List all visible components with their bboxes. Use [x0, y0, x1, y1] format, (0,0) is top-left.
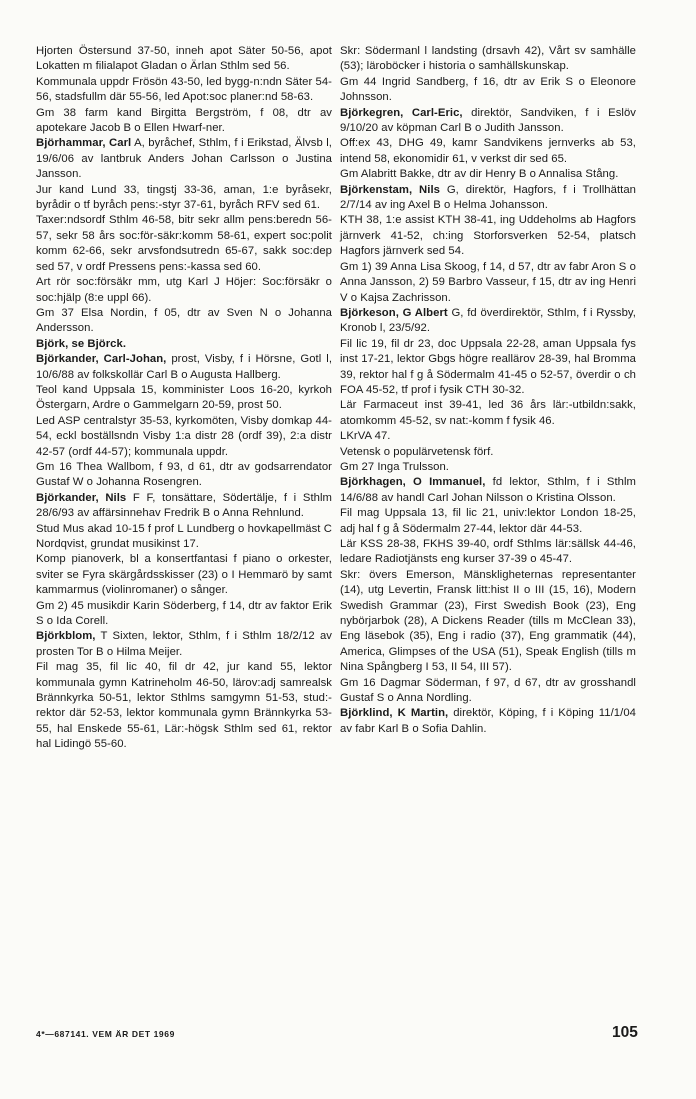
- biography-paragraph: [340, 537, 636, 568]
- biography-entry: [36, 136, 332, 182]
- entry-text: Gm 16 Thea Wallbom, f 93, d 61, dtr av godsarrendator Gustaf W o Johanna Rosengren.: [36, 460, 332, 489]
- entry-text: Jur kand Lund 33, tingstj 33-36, aman, 1:e byråsekr, byrådir o tf byråch pens:-styr 37-61, byråch RFV sed 61.: [36, 183, 332, 212]
- entry-headword: Björkeson, G Albert: [340, 306, 448, 319]
- biography-paragraph: [340, 44, 636, 75]
- entry-text: prost, Visby, f i Hörsne, Gotl l, 10/6/88 av folkskollär Carl B o Augusta Hallberg.: [36, 353, 333, 381]
- entry-headword: Björhammar, Carl: [36, 137, 132, 150]
- entry-text: Fil mag Uppsala 13, fil lic 21, univ:lektor London 18-25, adj hal f g å Södermalm 27-44, lektor där 44-53.: [340, 507, 636, 535]
- biography-entry: [340, 706, 636, 737]
- entry-text: Gm 37 Elsa Nordin, f 05, dtr av Sven N o Johanna Andersson.: [36, 306, 332, 335]
- biography-entry: [36, 337, 332, 352]
- biography-paragraph: [340, 568, 636, 676]
- biography-paragraph: [36, 213, 332, 275]
- biography-paragraph: [36, 75, 332, 106]
- biography-paragraph: [36, 106, 332, 137]
- entry-text: Skr: Södermanl l landsting (drsavh 42), Vårt sv samhälle (53); läroböcker i historia o samhällskunskap.: [340, 45, 636, 73]
- entry-text: Skr: övers Emerson, Mänskligheternas representanter (14), utg Levertin, Fransk litt:hist II o III (15, 16), Modern Swedish Grammar (23), First Swedish Book (23), Eng nybörjarbok (28), A Dickens Reader (tills m McClean 33), Eng läsebok (35), Eng i radio (37), Eng grammatik (44), America, Glimpses of the USA (51), Speak English (tills m Nina Spångberg I 53, II 54, III 57).: [340, 568, 636, 674]
- biography-paragraph: [36, 414, 332, 460]
- biography-paragraph: [36, 552, 332, 598]
- entry-text: Gm 1) 39 Anna Lisa Skoog, f 14, d 57, dtr av fabr Aron S o Anna Jansson, 2) 59 Barbro Vasseur, f 15, dtr av ing Henri V o Kajsa Zachrisson.: [340, 260, 636, 304]
- biography-entry: [36, 629, 332, 660]
- biography-entry: [36, 352, 332, 383]
- biography-paragraph: [36, 183, 332, 214]
- entry-text: Fil lic 19, fil dr 23, doc Uppsala 22-28, aman Uppsala fys inst 17-21, lektor Gbgs högre reallärov 28-39, hal Bromma 39, rektor hal f g å Södermalm 41-45 o 52-57, överdir o ch FOA 45-52, tf prof i fysik CTH 30-32.: [340, 337, 636, 396]
- entry-text: Komp pianoverk, bl a konsertfantasi f piano o orkester, sviter se Fyra skärgårdsskisser (23) o I Hemmarö by samt kammarmus (violinromaner) o sånger.: [36, 553, 332, 597]
- entry-text: G, fd överdirektör, Sthlm, f i Ryssby, Kronob l, 23/5/92.: [340, 306, 636, 335]
- biography-paragraph: [36, 460, 332, 491]
- entry-headword: Björkegren, Carl-Eric,: [340, 106, 463, 119]
- entry-headword: Björkander, Carl-Johan,: [36, 353, 167, 366]
- biography-paragraph: [340, 676, 636, 707]
- biography-paragraph: [36, 275, 332, 306]
- right-column: [340, 44, 636, 737]
- biography-entry: [36, 491, 332, 522]
- entry-text: direktör, Köping, f i Köping 11/1/04 av fabr Karl B o Sofia Dahlin.: [340, 707, 636, 735]
- entry-text: Teol kand Uppsala 15, komminister Loos 16-20, kyrkoh Östergarn, Ardre o Gammelgarn 20-59, prost 50.: [36, 383, 332, 412]
- entry-text: Kommunala uppdr Frösön 43-50, led bygg-n:ndn Säter 54-56, stadsfullm där 55-56, led Apot:soc planer:nd 58-63.: [36, 75, 332, 104]
- entry-text: Gm 16 Dagmar Söderman, f 97, d 67, dtr av grosshandl Gustaf S o Anna Nordling.: [340, 676, 636, 705]
- biography-paragraph: [340, 213, 636, 259]
- entry-text: Fil mag 35, fil lic 40, fil dr 42, jur kand 55, lektor kommunala gymn Katrineholm 46-50, lärov:adj samrealsk Brännkyrka 50-51, lektor Sthlms samgymn 51-53, stud:-rektor där 52-53, lektor kommunala gymn Brännkyrka 53-55, hal Enskede 55-61, Lär:-högsk Sthlm sed 61, rektor hal Lidingö 55-60.: [36, 661, 332, 751]
- biography-paragraph: [340, 429, 636, 444]
- entry-text: A, byråchef, Sthlm, f i Erikstad, Älvsb l, 19/6/06 av lantbruk Anders Johan Carlsson o Justina Jansson.: [36, 137, 332, 181]
- entry-text: Gm 27 Inga Trulsson.: [340, 460, 449, 473]
- left-column: [36, 44, 332, 753]
- page-number: 105: [612, 1024, 638, 1041]
- entry-text: fd lektor, Sthlm, f i Sthlm 14/6/88 av handl Carl Johan Nilsson o Kristina Olsson.: [340, 476, 636, 504]
- entry-text: Lär Farmaceut inst 39-41, led 36 års lär:-utbildn:sakk, atomkomm 45-52, sv nat:-komm f fysik 46.: [340, 399, 636, 427]
- biography-paragraph: [340, 337, 636, 399]
- entry-headword: Björkander, Nils: [36, 491, 127, 504]
- biography-paragraph: [36, 660, 332, 752]
- entry-headword: Björkhagen, O Immanuel,: [340, 476, 486, 489]
- entry-text: Art rör soc:försäkr mm, utg Karl J Höjer: Soc:försäkr o soc:hjälp (8:e uppl 66).: [36, 276, 332, 304]
- entry-text: Gm Alabritt Bakke, dtr av dir Henry B o Annalisa Stång.: [340, 168, 619, 181]
- entry-text: direktör, Sandviken, f i Eslöv 9/10/20 av köpman Carl B o Judith Jansson.: [340, 106, 636, 135]
- biography-paragraph: [36, 522, 332, 553]
- biography-paragraph: [340, 260, 636, 306]
- biography-entry: [340, 106, 636, 137]
- biography-paragraph: [36, 383, 332, 414]
- entry-headword: Björk, se Björck.: [36, 337, 127, 350]
- biography-paragraph: [340, 506, 636, 537]
- entry-text: Off:ex 43, DHG 49, kamr Sandvikens jernverks ab 53, intend 58, ekonomidir 61, v verkst dir sed 65.: [340, 137, 636, 165]
- biography-paragraph: [36, 44, 332, 75]
- biography-paragraph: [340, 460, 636, 475]
- biography-paragraph: [340, 398, 636, 429]
- entry-text: Gm 2) 45 musikdir Karin Söderberg, f 14, dtr av faktor Erik S o Ida Corell.: [36, 599, 332, 628]
- biography-entry: [340, 183, 636, 214]
- entry-text: F F, tonsättare, Södertälje, f i Sthlm 28/6/93 av affärsinnehav Fredrik B o Anna Rehnlund.: [36, 491, 332, 520]
- entry-text: Hjorten Östersund 37-50, inneh apot Säter 50-56, apot Lokatten m filialapot Gladan o Ärlan Sthlm sed 56.: [36, 45, 332, 73]
- entry-text: T Sixten, lektor, Sthlm, f i Sthlm 18/2/12 av prosten Tor B o Hilma Meijer.: [36, 630, 332, 658]
- biography-paragraph: [340, 167, 636, 182]
- entry-text: G, direktör, Hagfors, f i Trollhättan 2/7/14 av ing Axel B o Helma Johansson.: [340, 183, 637, 212]
- entry-text: Taxer:ndsordf Sthlm 46-58, bitr sekr allm pens:beredn 56-57, sekr 58 års soc:för-säkr:komm 58-61, expert soc:polit komm 62-66, sekr arvsfondsutredn 65-67, sakk soc:dep sed 57, v ordf Pressens pens:-kassa sed 60.: [36, 214, 332, 273]
- entry-headword: Björkenstam, Nils: [340, 183, 440, 196]
- biography-paragraph: [36, 599, 332, 630]
- entry-text: Gm 44 Ingrid Sandberg, f 16, dtr av Erik S o Eleonore Johnsson.: [340, 75, 636, 104]
- entry-text: Gm 38 farm kand Birgitta Bergström, f 08, dtr av apotekare Jacob B o Ellen Hwarf-ner.: [36, 106, 332, 135]
- entry-text: KTH 38, 1:e assist KTH 38-41, ing Uddeholms ab Hagfors järnverk 41-52, ch:ing Storforsverken 52-54, platsch Hagfors järnverk sed 54.: [340, 214, 636, 258]
- biography-entry: [340, 306, 636, 337]
- footer-imprint: 4*—687141. VEM ÄR DET 1969: [36, 1029, 175, 1039]
- entry-headword: Björkblom,: [36, 630, 96, 643]
- biography-entry: [340, 475, 636, 506]
- biography-paragraph: [340, 75, 636, 106]
- entry-text: Vetensk o populärvetensk förf.: [340, 445, 494, 458]
- biography-paragraph: [340, 136, 636, 167]
- biography-paragraph: [340, 445, 636, 460]
- entry-text: Lär KSS 28-38, FKHS 39-40, ordf Sthlms lär:sällsk 44-46, ledare Radiotjänsts eng kurser 37-39 o 45-47.: [340, 538, 636, 566]
- biography-paragraph: [36, 306, 332, 337]
- entry-text: LKrVA 47.: [340, 430, 391, 443]
- entry-text: Stud Mus akad 10-15 f prof L Lundberg o hovkapellmäst C Nordqvist, grundat musikinst 17.: [36, 522, 332, 550]
- entry-headword: Björklind, K Martin,: [340, 707, 449, 720]
- entry-text: Led ASP centralstyr 35-53, kyrkomöten, Visby domkap 44-54, eckl boställsndn Visby 1:a distr 28 (ordf 39), 2:a distr 42-57 (ordf 44-57); kommunala uppdr.: [36, 414, 332, 458]
